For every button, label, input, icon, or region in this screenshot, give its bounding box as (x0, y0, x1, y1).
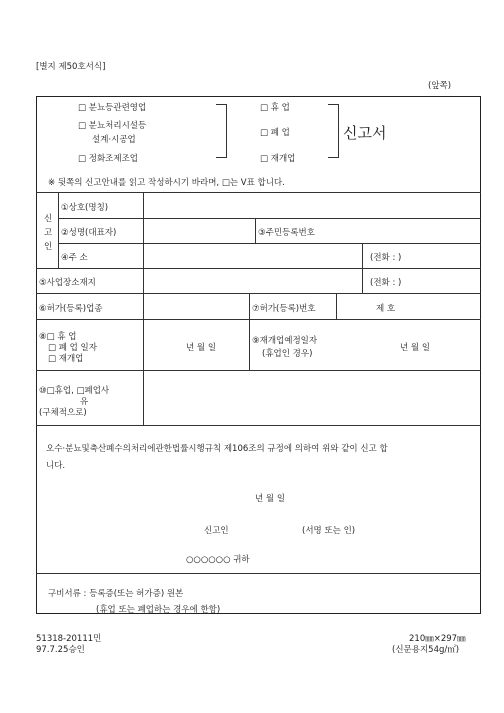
approval-date: 97.7.25승인 (36, 645, 85, 655)
rule (36, 268, 481, 269)
rule (36, 573, 481, 574)
rule (249, 293, 250, 370)
type-option-1[interactable]: □ 분뇨등관련영업 (78, 103, 147, 113)
signature-note: (서명 또는 인) (302, 526, 356, 536)
site-phone-label: (전화 : ) (370, 278, 402, 288)
attachment-line-1: 구비서류 : 등록증(또는 허가증) 원본 (48, 589, 184, 599)
reason-label-3: (구체적으로) (39, 408, 87, 418)
rule (36, 425, 481, 426)
address-label: ④주 소 (61, 253, 88, 263)
page-side: (앞쪽) (428, 81, 452, 91)
type-option-2[interactable]: □ 분뇨처리시설등 (78, 121, 147, 131)
date-option-suspend[interactable]: ⑧□ 휴 업 (39, 332, 77, 342)
rule (336, 293, 337, 319)
rule (255, 218, 256, 243)
site-location-label: ⑤사업장소재지 (39, 278, 96, 288)
paper-size: 210㎜×297㎜ (409, 634, 466, 644)
signer-label: 신고인 (204, 526, 229, 536)
statement-line-1: 오수·분뇨및축산폐수의처리에관한법률시행규칙 제106조의 규정에 의하여 위와 같이 신고 합 (46, 444, 388, 454)
declarant-side-label: 신 고 인 (44, 214, 53, 252)
paper-type: (신문용지54g/㎡) (392, 645, 460, 655)
rule (58, 218, 481, 219)
license-number-value: 제 호 (376, 304, 396, 314)
resident-number-label: ③주민등록번호 (258, 228, 315, 238)
rule (362, 243, 363, 293)
license-number-label: ⑦허가(등록)번호 (252, 304, 316, 314)
rule (36, 293, 481, 294)
rule (58, 192, 59, 268)
action-close[interactable]: □ 폐 업 (260, 128, 290, 138)
attachment-line-2: (휴업 또는 폐업하는 경우에 한함) (96, 605, 221, 615)
bracket-left (216, 104, 227, 158)
bracket-right (328, 104, 339, 158)
rule (36, 319, 481, 320)
action-suspend[interactable]: □ 휴 업 (260, 103, 290, 113)
rule (36, 370, 481, 371)
date-field-1: 년 월 일 (186, 343, 217, 353)
addressee: ○○○○○○ 귀하 (186, 555, 250, 565)
rule (143, 192, 144, 425)
reason-label-2: 유 (80, 397, 89, 407)
license-type-label: ⑥허가(등록)업종 (39, 304, 103, 314)
date-option-reopen[interactable]: □ 재개업 (48, 354, 84, 364)
type-option-3[interactable]: □ 정화조제조업 (78, 154, 138, 164)
statement-date: 년 월 일 (255, 494, 286, 504)
rule (58, 243, 481, 244)
representative-label: ②성명(대표자) (61, 228, 117, 238)
form-title: 신고서 (343, 124, 387, 142)
form-code: 51318-20111민 (36, 634, 102, 644)
rule (36, 192, 481, 193)
business-name-label: ①상호(명칭) (61, 203, 109, 213)
date-field-2: 년 월 일 (400, 343, 431, 353)
phone-label: (전화 : ) (370, 253, 402, 263)
reason-label: ⑩□휴업, □폐업사 (39, 386, 110, 396)
statement-line-2: 니다. (46, 461, 66, 471)
reopen-date-note: (휴업인 경우) (262, 349, 313, 359)
reopen-date-label: ⑨재개업예정일자 (252, 336, 318, 346)
type-option-2-sub: 설계·시공업 (92, 135, 136, 145)
notice-text: ※ 뒷쪽의 신고안내를 읽고 작성하시기 바라며, □는 V표 합니다. (48, 178, 285, 188)
action-reopen[interactable]: □ 재개업 (260, 154, 296, 164)
form-frame (36, 96, 481, 614)
form-number: [별지 제50호서식] (36, 62, 106, 72)
date-option-close[interactable]: □ 폐 업 일자 (48, 343, 97, 353)
